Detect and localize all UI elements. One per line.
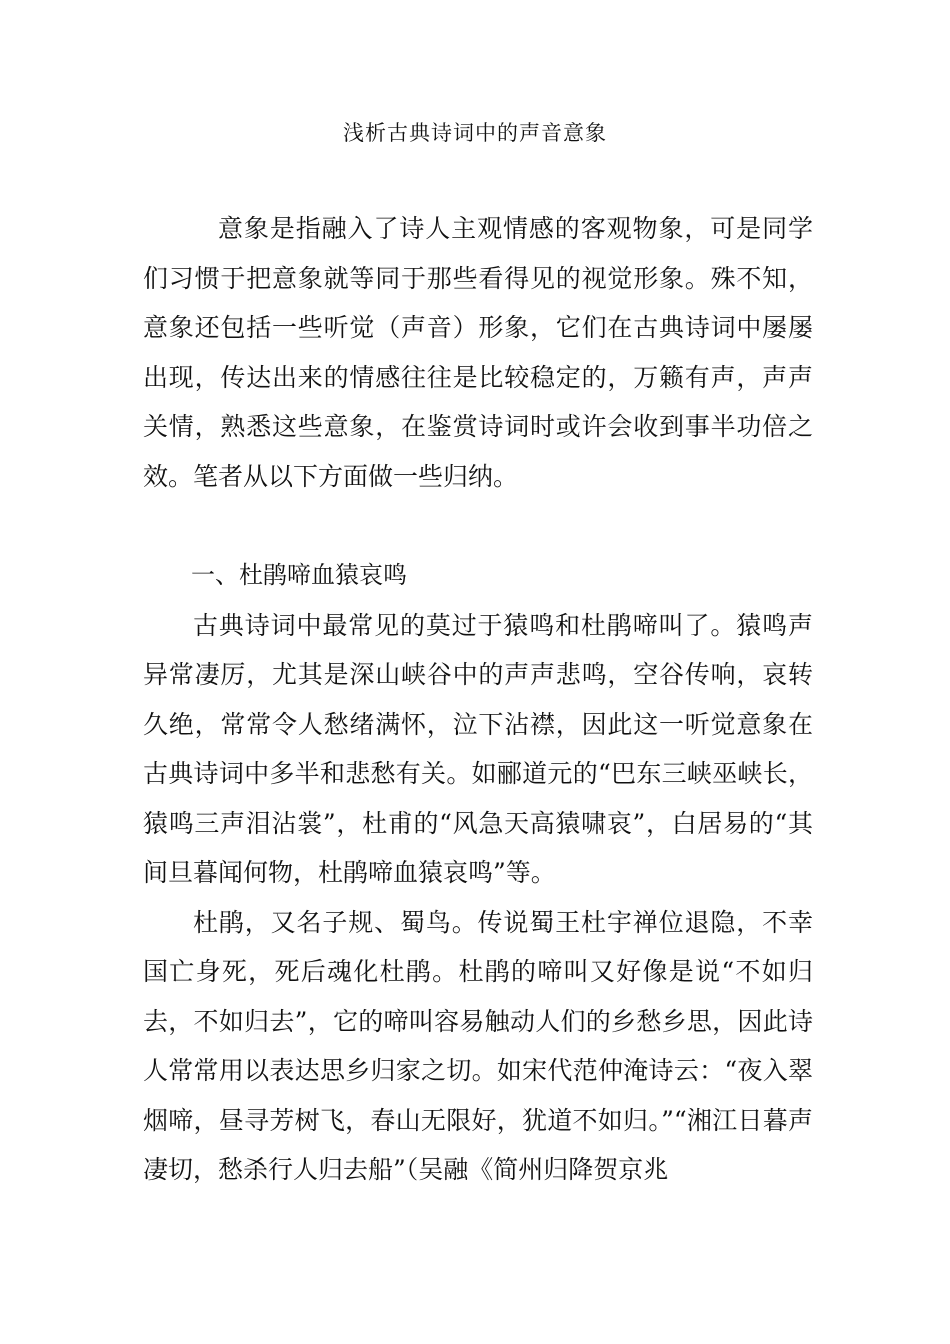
document-title: 浅析古典诗词中的声音意象 — [343, 121, 607, 145]
section-paragraph-2: 杜鹃，又名子规、蜀鸟。传说蜀王杜宇禅位退隐，不幸国亡身死，死后魂化杜鹃。杜鹃的啼叫又好像是说“不如归去，不如归去”，它的啼叫容易触动人们的乡愁乡思，因此诗人常常用以表达思乡归家之切。如宋代范仲淹诗云：“夜入翠烟啼，昼寻芳树飞，春山无限好，犹道不如归。”“湘江日暮声凄切，愁杀行人归去船”（吴融《简州归降贺京兆 — [143, 907, 813, 1184]
section-paragraph-1: 古典诗词中最常见的莫过于猿鸣和杜鹃啼叫了。猿鸣声异常凄厉，尤其是深山峡谷中的声声悲鸣，空谷传响，哀转久绝，常常令人愁绪满怀，泣下沾襟，因此这一听觉意象在古典诗词中多半和悲愁有关。如郦道元的“巴东三峡巫峡长，猿鸣三声泪沾裳”，杜甫的“风急天高猿啸哀”，白居易的“其间旦暮闻何物，杜鹃啼血猿哀鸣”等。 — [143, 610, 813, 887]
section-heading: 一、杜鹃啼血猿哀鸣 — [191, 561, 407, 589]
intro-paragraph: 意象是指融入了诗人主观情感的客观物象，可是同学们习惯于把意象就等同于那些看得见的视觉形象。殊不知，意象还包括一些听觉（声音）形象，它们在古典诗词中屡屡出现，传达出来的情感往往是比较稳定的，万籁有声，声声关情，熟悉这些意象，在鉴赏诗词时或许会收到事半功倍之效。笔者从以下方面做一些归纳。 — [143, 214, 813, 491]
document-body — [143, 204, 813, 1195]
